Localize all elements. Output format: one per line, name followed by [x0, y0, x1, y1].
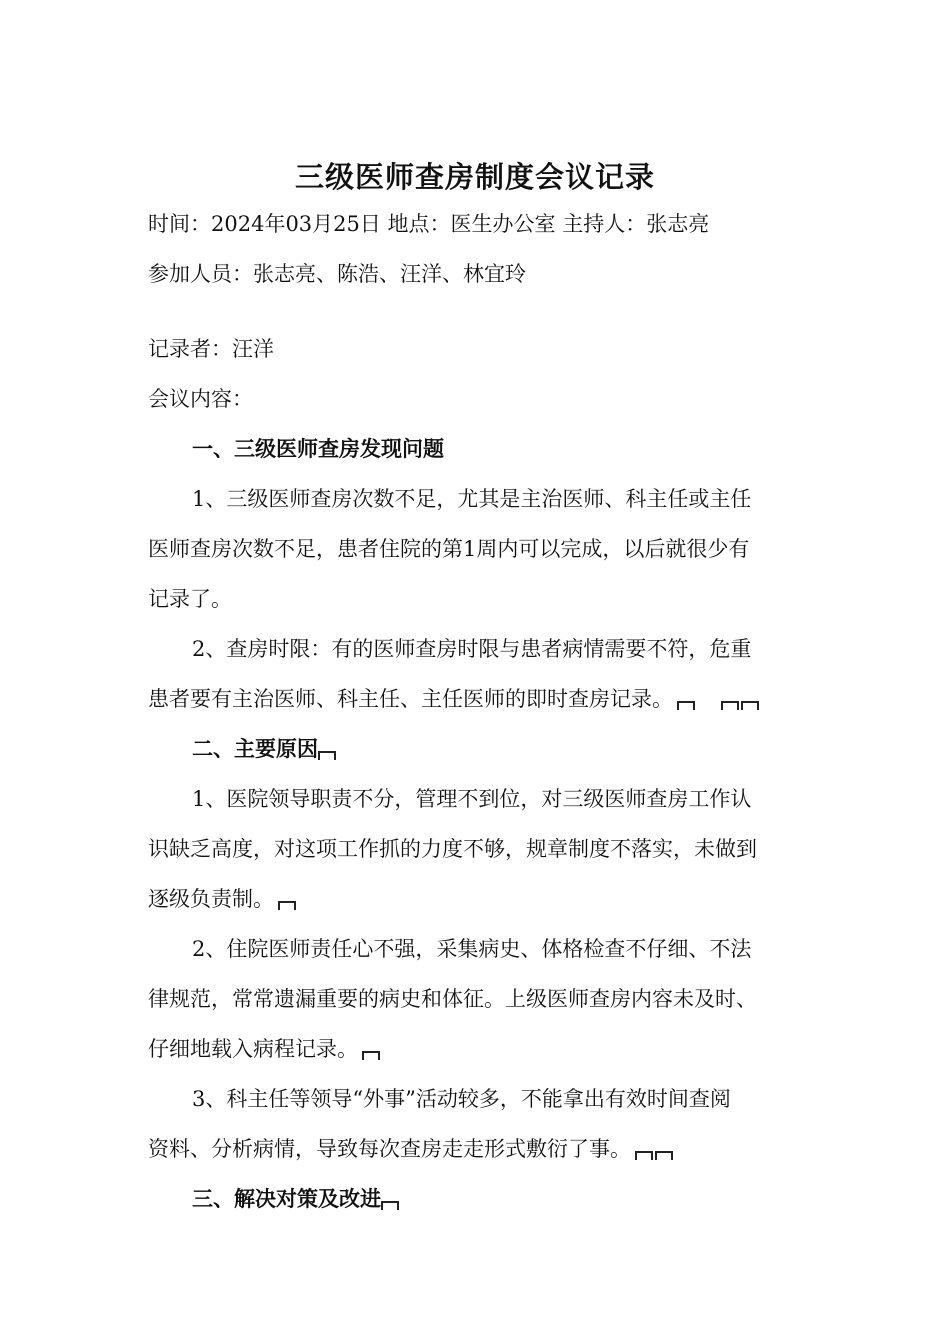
paragraph-text: 仔细地载入病程记录。 [148, 1037, 358, 1061]
edit-mark-icon [677, 701, 695, 710]
paragraph-line: 2、住院医师责任心不强，采集病史、体格检查不仔细、不法 [192, 937, 752, 961]
paragraph-line-with-marks [148, 1134, 808, 1164]
edit-mark-icon [635, 1151, 653, 1160]
paragraph-line: 1、医院领导职责不分，管理不到位，对三级医师查房工作认 [192, 787, 752, 811]
paragraph-text: 资料、分析病情，导致每次查房走走形式敷衍了事。 [148, 1137, 631, 1161]
edit-mark-icon [362, 1051, 380, 1060]
paragraph-line-with-marks [148, 1034, 808, 1064]
paragraph-line-with-marks [148, 684, 808, 714]
recorder-line: 记录者：汪洋 [148, 337, 274, 361]
paragraph-line-with-marks [148, 884, 808, 914]
edit-mark-icon [381, 1201, 399, 1210]
edit-mark-icon [721, 701, 739, 710]
edit-mark-icon [655, 1151, 673, 1160]
edit-mark-icon [278, 901, 296, 910]
edit-mark-icon [741, 701, 759, 710]
section-heading-solutions [192, 1184, 852, 1214]
meeting-meta-line: 时间：2024年03月25日 地点：医生办公室 主持人：张志亮 [148, 212, 710, 236]
paragraph-line: 2、查房时限：有的医师查房时限与患者病情需要不符，危重 [192, 637, 752, 661]
edit-mark-icon [318, 751, 336, 760]
paragraph-line: 识缺乏高度，对这项工作抓的力度不够，规章制度不落实，未做到 [148, 837, 757, 861]
attendees-line: 参加人员：张志亮、陈浩、汪洋、林宜玲 [148, 262, 526, 286]
paragraph-text: 患者要有主治医师、科主任、主任医师的即时查房记录。 [148, 687, 673, 711]
paragraph-line: 记录了。 [148, 587, 232, 611]
section-heading-text: 二、主要原因 [192, 736, 318, 761]
paragraph-line: 医师查房次数不足，患者住院的第1周内可以完成，以后就很少有 [148, 537, 750, 561]
section-heading-problems: 一、三级医师查房发现问题 [192, 436, 444, 461]
paragraph-text: 逐级负责制。 [148, 887, 274, 911]
paragraph-line: 3、科主任等领导“外事”活动较多，不能拿出有效时间查阅 [192, 1087, 731, 1111]
paragraph-line: 律规范，常常遗漏重要的病史和体征。上级医师查房内容未及时、 [148, 987, 757, 1011]
section-heading-text: 三、解决对策及改进 [192, 1186, 381, 1211]
document-title: 三级医师查房制度会议记录 [294, 160, 655, 194]
section-heading-causes [192, 734, 852, 764]
paragraph-line: 1、三级医师查房次数不足，尤其是主治医师、科主任或主任 [192, 487, 752, 511]
content-label: 会议内容： [148, 387, 253, 411]
